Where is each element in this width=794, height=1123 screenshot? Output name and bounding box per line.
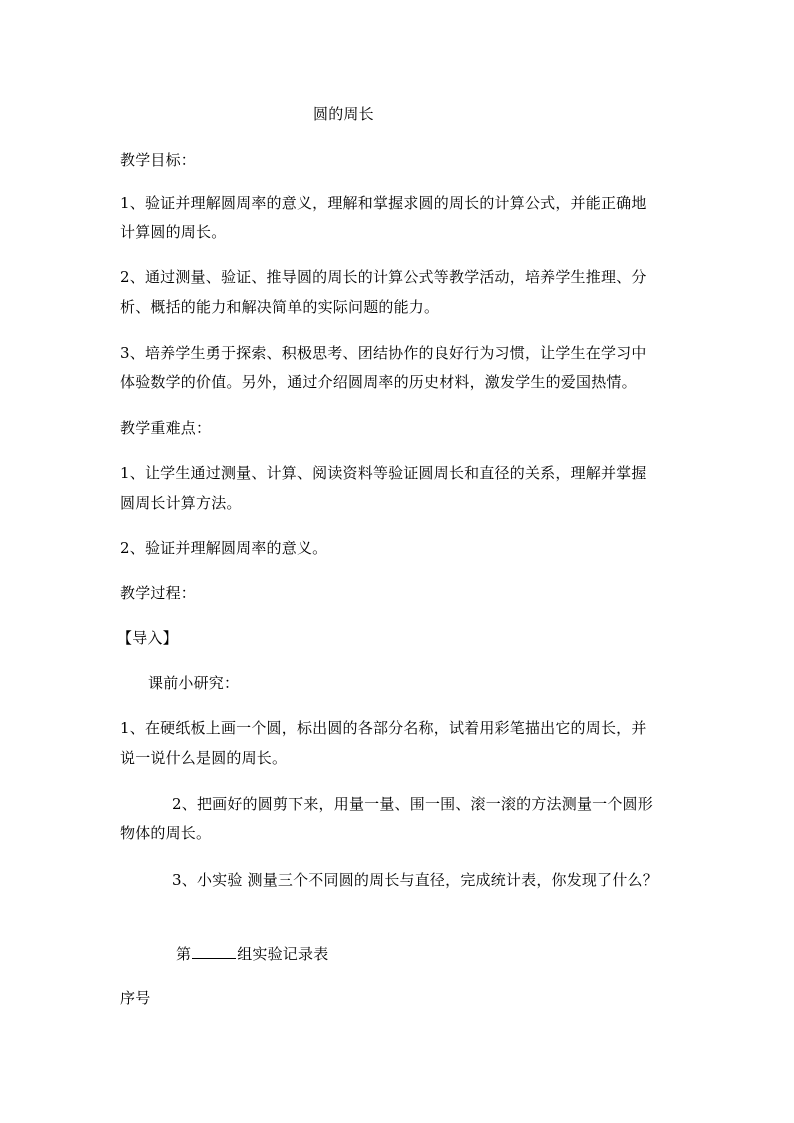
step-1-line-2: 说一说什么是圆的周长。 — [120, 749, 288, 767]
key-points-heading: 教学重难点： — [120, 419, 212, 437]
objective-2-line-2: 析、概括的能力和解决简单的实际问题的能力。 — [120, 298, 440, 316]
objective-1-line-1: 1、验证并理解圆周率的意义，理解和掌握求圆的周长的计算公式，并能正确地 — [120, 194, 647, 212]
objective-3-line-2: 体验数学的价值。另外，通过介绍圆周率的历史材料，激发学生的爱国热情。 — [120, 373, 637, 391]
key-point-1-line-1: 1、让学生通过测量、计算、阅读资料等验证圆周长和直径的关系，理解并掌握 — [120, 464, 647, 482]
table-caption-prefix: 第 — [176, 945, 192, 963]
table-caption-suffix: 组实验记录表 — [237, 945, 329, 963]
group-number-blank[interactable] — [192, 944, 236, 959]
table-caption — [176, 944, 328, 964]
objective-3-line-1: 3、培养学生勇于探索、积极思考、团结协作的良好行为习惯，让学生在学习中 — [120, 344, 647, 362]
objective-2-line-1: 2、通过测量、验证、推导圆的周长的计算公式等教学活动，培养学生推理、分 — [120, 268, 647, 286]
key-point-2: 2、验证并理解圆周率的意义。 — [120, 539, 328, 557]
step-1-line-1: 1、在硬纸板上画一个圆，标出圆的各部分名称，试着用彩笔描出它的周长，并 — [120, 719, 647, 737]
page-title: 圆的周长 — [313, 105, 374, 123]
objective-1-line-2: 计算圆的周长。 — [120, 223, 227, 241]
pre-study-heading: 课前小研究： — [148, 674, 240, 692]
section-intro-heading: 【导入】 — [117, 629, 178, 647]
objectives-heading: 教学目标： — [120, 151, 197, 169]
key-point-1-line-2: 圆周长计算方法。 — [120, 494, 242, 512]
process-heading: 教学过程： — [120, 584, 197, 602]
step-3: 3、小实验 测量三个不同圆的周长与直径，完成统计表，你发现了什么？ — [172, 871, 658, 889]
step-2-line-2: 物体的周长。 — [120, 824, 212, 842]
step-2-line-1: 2、把画好的圆剪下来，用量一量、围一围、滚一滚的方法测量一个圆形 — [172, 795, 653, 813]
table-first-column-header: 序号 — [120, 989, 151, 1007]
